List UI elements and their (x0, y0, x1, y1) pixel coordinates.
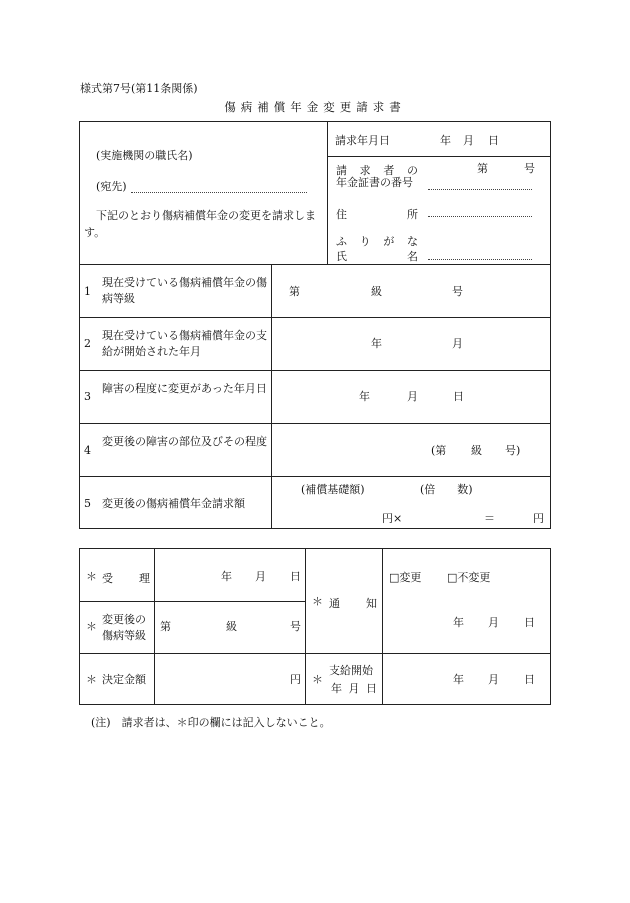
item-1-label: 現在受けている傷病補償年金の傷病等級 (102, 276, 267, 305)
amount-label: 決定金額 (102, 673, 146, 686)
amount-unit: 円 (290, 673, 301, 686)
item-3-label: 障害の程度に変更があった年月日 (102, 382, 267, 395)
formula-yen: 円 (533, 512, 544, 525)
row-line (79, 653, 551, 654)
item-5-label: 変更後の傷病補償年金請求額 (102, 497, 245, 510)
item-4-go: 号) (505, 444, 521, 457)
receipt-mark: ＊ (86, 570, 97, 583)
request-statement: 下記のとおり傷病補償年金の変更を請求します。 (84, 209, 316, 240)
document-title: 傷病補償年金変更請求書 (224, 100, 406, 114)
grade-label: 変更後の傷病等級 (102, 613, 146, 642)
agency-label: (実施機関の職氏名) (96, 149, 193, 162)
grade-mark: ＊ (86, 620, 97, 633)
row-line (79, 264, 551, 265)
request-date-day[interactable]: 日 (488, 134, 499, 147)
name-label: 氏 名 (336, 250, 418, 263)
item-1-kyu: 級 (371, 285, 382, 298)
notice-year: 年 (453, 616, 464, 629)
address-field[interactable] (428, 216, 532, 217)
footnote: (注) 請求者は、＊印の欄には記入しないこと。 (91, 716, 331, 729)
furigana-label: ふ り が な (336, 235, 418, 248)
notice-day: 日 (524, 616, 535, 629)
address-label: 住 所 (336, 208, 418, 221)
item-2-number: 2 (84, 337, 91, 350)
item-2-month: 月 (452, 337, 463, 350)
item-5-number: 5 (84, 497, 91, 510)
receipt-day: 日 (290, 570, 301, 583)
item-1-number: 1 (84, 285, 91, 298)
request-table (79, 121, 551, 529)
notice-mark: ＊ (312, 595, 323, 608)
column-divider (382, 548, 383, 705)
request-date-label: 請求年月日 (335, 134, 390, 147)
row-line (79, 317, 551, 318)
item-3-day: 日 (453, 390, 464, 403)
form-id: 様式第7号(第11条関係) (80, 82, 198, 95)
start-label-line2: 年 月 日 (331, 682, 377, 695)
cert-label-line1: 請 求 者 の (336, 164, 418, 177)
item-4-label: 変更後の障害の部位及びその程度 (102, 435, 267, 448)
item-2-year: 年 (371, 337, 382, 350)
column-divider (154, 548, 155, 705)
start-month: 月 (488, 673, 499, 686)
header-divider (327, 121, 328, 264)
request-date-year[interactable]: 年 (440, 134, 451, 147)
row-line (79, 601, 305, 602)
formula-yen-times: 円× (382, 512, 403, 525)
item-3-number: 3 (84, 390, 91, 403)
grade-go: 号 (290, 620, 301, 633)
item-4-dai: (第 (431, 444, 447, 457)
item-3-year: 年 (359, 390, 370, 403)
receipt-label: 受 理 (102, 572, 150, 585)
formula-equals: ＝ (484, 512, 495, 525)
item-1-dai: 第 (289, 285, 300, 298)
item-2-label: 現在受けている傷病補償年金の支給が開始された年月 (102, 329, 267, 358)
cert-label-line2: 年金証書の番号 (336, 176, 413, 189)
item-4-number: 4 (84, 444, 91, 457)
row-line (79, 423, 551, 424)
cert-number-field[interactable] (428, 189, 532, 190)
cert-number-suffix: 号 (524, 162, 535, 175)
receipt-year: 年 (221, 570, 232, 583)
item-4-kyu: 級 (471, 444, 482, 457)
cert-number-prefix: 第 (477, 162, 488, 175)
receipt-month: 月 (255, 570, 266, 583)
notice-label: 通 知 (329, 597, 377, 610)
column-divider (305, 548, 306, 705)
name-field[interactable] (428, 259, 532, 260)
grade-kyu: 級 (226, 620, 237, 633)
start-label-line1: 支給開始 (329, 664, 373, 677)
addressee-field[interactable] (131, 192, 307, 193)
amount-mark: ＊ (86, 673, 97, 686)
multiplier-label: (倍 数) (420, 483, 473, 496)
start-day: 日 (524, 673, 535, 686)
start-year: 年 (453, 673, 464, 686)
row-line (79, 370, 551, 371)
option-change-checkbox[interactable]: □変更 (389, 571, 422, 584)
to-label: (宛先) (96, 180, 127, 193)
notice-month: 月 (488, 616, 499, 629)
option-no-change-checkbox[interactable]: □不変更 (447, 571, 491, 584)
item-3-month: 月 (407, 390, 418, 403)
base-amount-label: (補償基礎額) (301, 483, 365, 496)
row-line (327, 156, 551, 157)
start-mark: ＊ (312, 673, 323, 686)
row-line (79, 476, 551, 477)
grade-dai: 第 (160, 620, 171, 633)
request-date-month[interactable]: 月 (463, 134, 474, 147)
item-1-go: 号 (452, 285, 463, 298)
